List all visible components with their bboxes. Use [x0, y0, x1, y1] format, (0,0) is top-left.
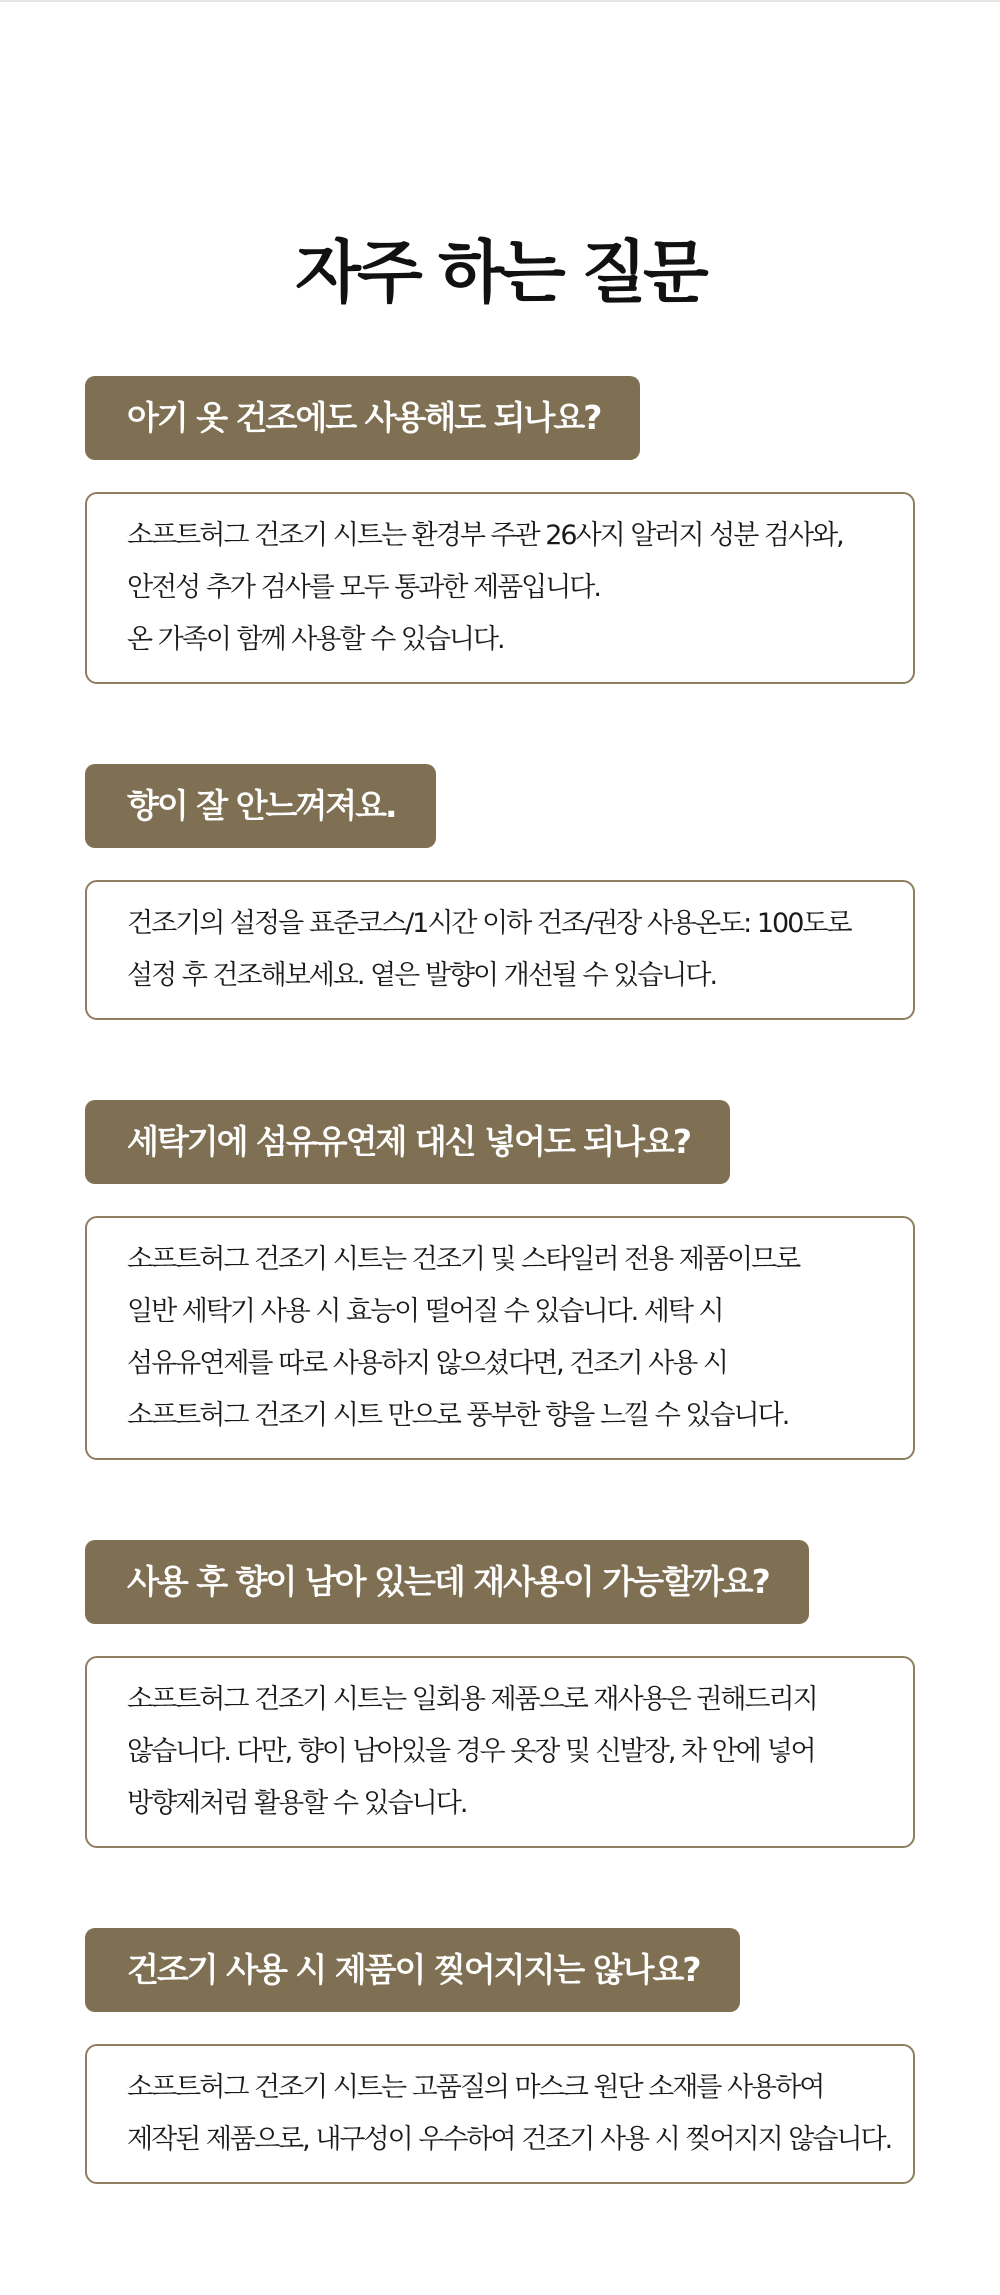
answer-line: 일반 세탁기 사용 시 효능이 떨어질 수 있습니다. 세탁 시 — [127, 1296, 723, 1327]
faq-question: 사용 후 향이 남아 있는데 재사용이 가능할까요? — [85, 1540, 809, 1624]
answer-line: 소프트허그 건조기 시트 만으로 풍부한 향을 느낄 수 있습니다. — [127, 1400, 789, 1431]
answer-line: 소프트허그 건조기 시트는 건조기 및 스타일러 전용 제품이므로 — [127, 1244, 800, 1275]
faq-answer — [85, 1216, 915, 1460]
top-divider — [0, 0, 1000, 2]
faq-item — [85, 1928, 915, 2184]
faq-item — [85, 764, 915, 1020]
faq-item — [85, 1540, 915, 1848]
faq-question: 아기 옷 건조에도 사용해도 되나요? — [85, 376, 640, 460]
faq-answer — [85, 880, 915, 1020]
answer-line: 섬유유연제를 따로 사용하지 않으셨다면, 건조기 사용 시 — [127, 1348, 727, 1379]
faq-answer — [85, 2044, 915, 2184]
faq-item — [85, 1100, 915, 1460]
faq-question: 건조기 사용 시 제품이 찢어지지는 않나요? — [85, 1928, 740, 2012]
page-title: 자주 하는 질문 — [295, 233, 705, 313]
answer-line: 소프트허그 건조기 시트는 고품질의 마스크 원단 소재를 사용하여 — [127, 2072, 824, 2103]
answer-line: 온 가족이 함께 사용할 수 있습니다. — [127, 624, 504, 655]
faq-item — [85, 376, 915, 684]
faq-question: 세탁기에 섬유유연제 대신 넣어도 되나요? — [85, 1100, 730, 1184]
faq-question: 향이 잘 안느껴져요. — [85, 764, 436, 848]
answer-line: 건조기의 설정을 표준코스/1시간 이하 건조/권장 사용온도: 100도로 — [127, 908, 851, 939]
answer-line: 소프트허그 건조기 시트는 환경부 주관 26사지 알러지 성분 검사와, — [127, 520, 843, 551]
answer-line: 방향제처럼 활용할 수 있습니다. — [127, 1788, 467, 1819]
answer-line: 설정 후 건조해보세요. 옅은 발향이 개선될 수 있습니다. — [127, 960, 717, 991]
faq-list — [85, 376, 915, 2184]
answer-line: 소프트허그 건조기 시트는 일회용 제품으로 재사용은 권해드리지 — [127, 1684, 817, 1715]
faq-answer — [85, 1656, 915, 1848]
answer-line: 제작된 제품으로, 내구성이 우수하여 건조기 사용 시 찢어지지 않습니다. — [127, 2124, 892, 2155]
faq-answer — [85, 492, 915, 684]
answer-line: 않습니다. 다만, 향이 남아있을 경우 옷장 및 신발장, 차 안에 넣어 — [127, 1736, 815, 1767]
answer-line: 안전성 추가 검사를 모두 통과한 제품입니다. — [127, 572, 600, 603]
